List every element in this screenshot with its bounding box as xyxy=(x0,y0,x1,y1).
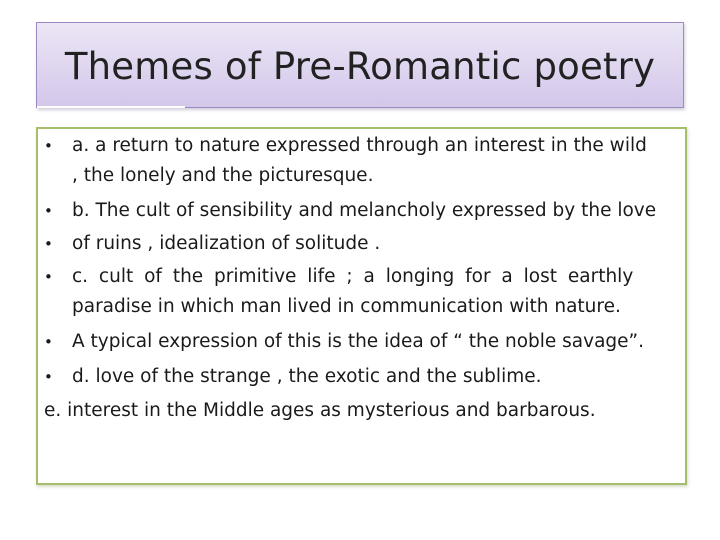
bullet-icon: • xyxy=(44,333,53,351)
bullet-line-ruins: of ruins , idealization of solitude . xyxy=(72,233,381,254)
bullet-line-c: c. cult of the primitive life ; a longing for a lost earthly xyxy=(72,266,634,287)
bullet-line-c-cont: paradise in which man lived in communication with nature. xyxy=(72,296,621,317)
slide-title-box xyxy=(36,22,684,108)
slide-title: Themes of Pre-Romantic poetry xyxy=(64,45,656,88)
line-e: e. interest in the Middle ages as mysterious and barbarous. xyxy=(44,400,596,421)
bullet-icon: • xyxy=(44,368,53,386)
bullet-line-d: d. love of the strange , the exotic and the sublime. xyxy=(72,366,542,387)
bullet-icon: • xyxy=(44,268,53,286)
bullet-line-b: b. The cult of sensibility and melancholy expressed by the love xyxy=(72,200,657,221)
bullet-line-a-cont: , the lonely and the picturesque. xyxy=(72,165,374,186)
bullet-line-a: a. a return to nature expressed through an interest in the wild xyxy=(72,135,647,156)
bullet-line-typical: A typical expression of this is the idea of “ the noble savage”. xyxy=(72,331,645,352)
bullet-icon: • xyxy=(44,202,53,220)
title-underline xyxy=(37,106,185,108)
bullet-icon: • xyxy=(44,235,53,253)
bullet-icon: • xyxy=(44,137,53,155)
